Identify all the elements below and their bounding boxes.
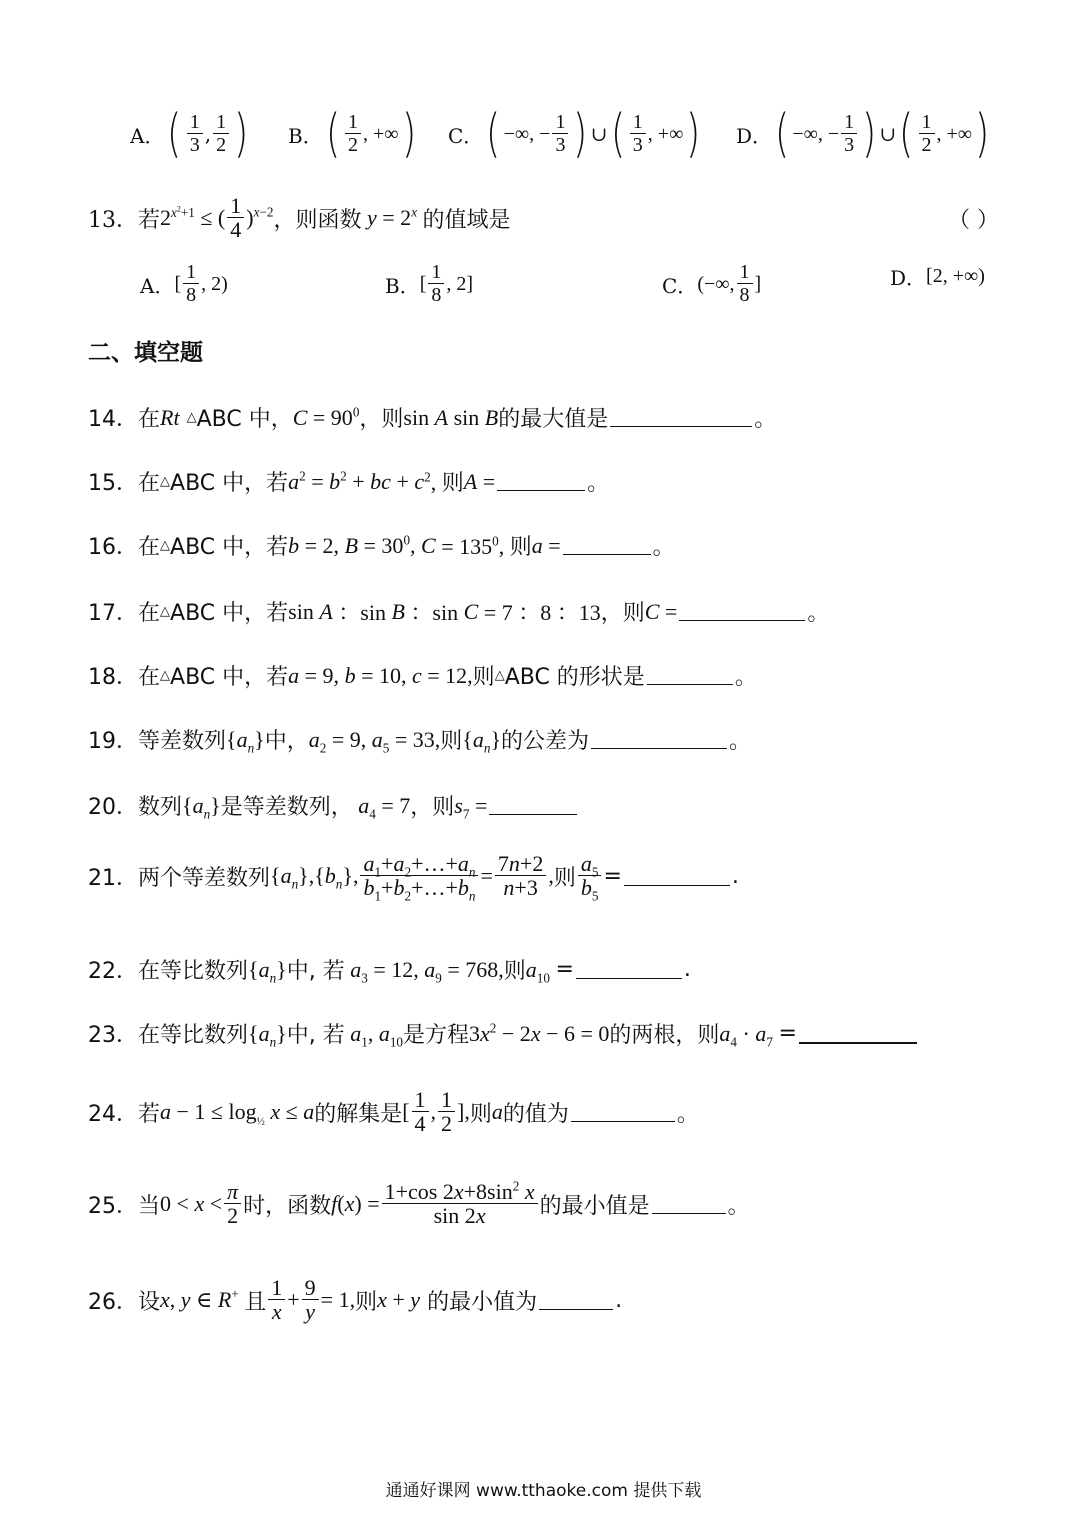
question-number: 16． bbox=[88, 535, 138, 560]
question-text: ABC 的形状是 bbox=[504, 665, 645, 690]
answer-blank[interactable] bbox=[610, 408, 752, 427]
fraction: $\frac{1}{3}$ bbox=[552, 112, 568, 156]
question-number: 14． bbox=[88, 407, 138, 432]
q13-options bbox=[130, 262, 1030, 312]
fraction: $\frac{1}{4}$ bbox=[227, 194, 244, 242]
question-23: 23． 在等比数列 { $a_n$ } 中, 若 a $_1$, a $_{10}$ 是方程 3 x $^2$ − 2 x − 6 = 0 的两根，则 a $_4$ · a $_7$ = bbox=[88, 1018, 919, 1049]
question-text: 的值为 bbox=[502, 1101, 569, 1127]
question-text: 则 bbox=[503, 959, 526, 984]
fraction: $\frac{7n+2}{n+3}$ bbox=[495, 852, 546, 900]
question-17: 17． 在 △ ABC 中，若 sin A ：sin B ：sin C = 7 ：8 ：13 ，则 C = 。 bbox=[88, 596, 829, 627]
question-19: 19． 等差数列 { $a_n$ } 中， a $_2$ = 9, a $_5$ = 33, 则 { $a_n$ } 的公差为 。 bbox=[88, 724, 751, 755]
question-text: 。 bbox=[652, 535, 675, 560]
question-text: ，则函数 bbox=[273, 207, 362, 233]
fraction: $\frac{1}{3}$ bbox=[187, 112, 203, 156]
option-label: C． bbox=[448, 123, 484, 148]
fraction: $\frac{1}{2}$ bbox=[213, 112, 229, 156]
question-text: ABC 中，若 bbox=[170, 665, 289, 690]
question-text: 是等差数列， bbox=[220, 795, 353, 820]
question-number: 15． bbox=[88, 471, 138, 496]
option-label: B． bbox=[288, 123, 323, 148]
fraction: $\frac{1}{x}$ bbox=[268, 1276, 285, 1324]
question-text: 则 bbox=[355, 1289, 378, 1315]
answer-blank[interactable] bbox=[652, 1195, 726, 1214]
fraction: $\frac{1}{3}$ bbox=[841, 112, 857, 156]
question-21: 21． 两个等差数列 { $a_n$ },{ $b_n$ }, $\frac{a_1+a_2+\dots+a_n}{b_1+b_2+\dots+b_n}$ = $\frac{7n+2}{n+3}$ , 则 $\frac{a_5}{b_5}$ = . bbox=[88, 851, 739, 904]
question-text: 中, 若 bbox=[286, 1023, 345, 1048]
question-text: ，则 bbox=[410, 795, 455, 820]
question-text: 在 bbox=[138, 665, 161, 690]
question-number: 24． bbox=[88, 1101, 138, 1127]
question-text: 的解集是 bbox=[314, 1101, 403, 1127]
answer-blank[interactable] bbox=[497, 472, 585, 491]
question-22: 22． 在等比数列 { $a_n$ } 中, 若 a $_3$ = 12, a $_9$ = 768, 则 a $_{10}$ = . bbox=[88, 954, 691, 985]
answer-blank[interactable] bbox=[571, 1103, 675, 1122]
question-text: ABC 中，若 bbox=[170, 471, 289, 496]
question-text: 中， bbox=[264, 729, 309, 754]
answer-blank[interactable] bbox=[539, 1291, 613, 1310]
question-text: 则 bbox=[553, 865, 576, 891]
question-text: 的最小值为 bbox=[427, 1289, 538, 1315]
question-text: 。 bbox=[807, 601, 830, 626]
question-text: 且 bbox=[244, 1289, 267, 1315]
question-text: = bbox=[603, 863, 622, 889]
q12-option-d: D． ( −∞, − $\frac{1}{3}$ ) ∪ ( $\frac{1}{2}$ , +∞ ) bbox=[736, 104, 990, 164]
question-text: 中, 若 bbox=[286, 959, 345, 984]
q12-option-b: B． ( $\frac{1}{2}$ , +∞ ) bbox=[288, 104, 416, 164]
question-text: . bbox=[731, 863, 739, 889]
fraction: $\frac{1}{8}$ bbox=[428, 262, 444, 306]
fraction: $\frac{a_5}{b_5}$ bbox=[578, 852, 602, 900]
question-number: 23． bbox=[88, 1023, 138, 1048]
question-text: 在 bbox=[138, 407, 161, 432]
question-text: 则 bbox=[472, 665, 495, 690]
section-title: 二、填空题 bbox=[88, 340, 203, 366]
question-number: 17． bbox=[88, 601, 138, 626]
question-20: 20． 数列 { $a_n$ } 是等差数列， a $_4$ = 7 ，则 s $_7$ = bbox=[88, 790, 579, 821]
question-text: ABC 中，若 bbox=[170, 535, 289, 560]
question-text: 等差数列 bbox=[138, 729, 227, 754]
question-text: 时，函数 bbox=[243, 1193, 332, 1219]
question-text: 在 bbox=[138, 535, 161, 560]
option-label: A． bbox=[140, 273, 175, 298]
fraction: $\frac{1}{2}$ bbox=[919, 112, 935, 156]
question-text: ABC 中，若 bbox=[170, 601, 289, 626]
page-footer[interactable]: 通通好课网 www.tthaoke.com 提供下载 bbox=[385, 1481, 702, 1501]
q13-option-c: C． (−∞, $\frac{1}{8}$ ] bbox=[662, 261, 762, 306]
option-label: D． bbox=[890, 266, 927, 290]
question-number: 25． bbox=[88, 1193, 138, 1219]
question-18: 18． 在 △ ABC 中，若 a = 9, b = 10, c = 12, 则 △ ABC 的形状是 。 bbox=[88, 660, 757, 691]
question-text: 若 bbox=[138, 207, 161, 233]
q12-option-a: A． ( $\frac{1}{3}$ , $\frac{1}{2}$ ) bbox=[130, 104, 249, 164]
question-text: 。 bbox=[727, 1193, 750, 1219]
question-16: 16． 在 △ ABC 中，若 b = 2, B = $30^0$, C = $135^0$, 则 a = 。 bbox=[88, 530, 675, 561]
fraction: $\frac{1}{4}$ bbox=[412, 1088, 429, 1136]
question-text: 的最小值是 bbox=[539, 1193, 650, 1219]
answer-blank[interactable] bbox=[799, 1024, 917, 1044]
question-text: 的值域是 bbox=[422, 207, 511, 233]
answer-blank[interactable] bbox=[647, 666, 733, 685]
question-15: 15． 在 △ ABC 中，若 a $^2$ = b $^2$ + bc + c $^2$, 则 A = 。 bbox=[88, 466, 609, 497]
answer-blank[interactable] bbox=[563, 536, 651, 555]
option-label: C． bbox=[662, 273, 698, 298]
question-25: 25． 当 0 < x < $\frac{\pi}{2}$ 时，函数 f ( x ) = $\frac{1+\cos 2x+8\sin^2 x}{\sin 2x}$ 的最小值是 。 bbox=[88, 1178, 750, 1229]
question-14: 14． 在 Rt △ ABC 中， C = $90^0$ ，则 sin A sin B 的最大值是 。 bbox=[88, 402, 776, 433]
fraction: $\frac{9}{y}$ bbox=[302, 1276, 319, 1324]
q12-option-c: C． ( −∞, − $\frac{1}{3}$ ) ∪ ( $\frac{1}{3}$ , +∞ ) bbox=[448, 104, 701, 164]
fraction: $\frac{\pi}{2}$ bbox=[224, 1180, 241, 1228]
fraction: $\frac{1+\cos 2x+8\sin^2 x}{\sin 2x}$ bbox=[382, 1180, 538, 1228]
question-text: = bbox=[555, 957, 574, 982]
question-number: 13． bbox=[88, 207, 138, 233]
question-text: 的两根，则 bbox=[609, 1023, 720, 1048]
question-number: 20． bbox=[88, 795, 138, 820]
question-text: 在等比数列 bbox=[138, 1023, 249, 1048]
question-text: 。 bbox=[754, 407, 777, 432]
question-text: . bbox=[683, 957, 691, 982]
question-text: 当 bbox=[138, 1193, 161, 1219]
question-text: ，则 bbox=[600, 601, 645, 626]
option-label: B． bbox=[385, 273, 420, 298]
question-text: 。 bbox=[729, 729, 752, 754]
question-text: 在等比数列 bbox=[138, 959, 249, 984]
fraction: $\frac{1}{2}$ bbox=[345, 112, 361, 156]
question-number: 22． bbox=[88, 959, 138, 984]
question-text: ABC 中， bbox=[196, 407, 293, 432]
question-text: 。 bbox=[587, 471, 610, 496]
question-text: 若 bbox=[138, 1101, 161, 1127]
question-text: 数列 bbox=[138, 795, 183, 820]
option-label: D． bbox=[736, 123, 773, 148]
question-text: 在 bbox=[138, 471, 161, 496]
question-13: 13． 若 $2^{x^2+1}$ ≤ ( $\frac{1}{4}$ )$^{x-2}$ ，则函数 y = $2^x$ 的值域是 （ ） bbox=[88, 193, 999, 243]
question-24: 24． 若 a − $1 \le \log_{\frac{1}{2}}$ x ≤ a 的解集是 [ $\frac{1}{4}$ , $\frac{1}{2}$ ], 则 a 的值为 。 bbox=[88, 1087, 699, 1137]
answer-blank[interactable] bbox=[679, 602, 805, 621]
question-text: 在 bbox=[138, 601, 161, 626]
answer-blank[interactable] bbox=[576, 960, 682, 979]
question-text: 则 bbox=[469, 1101, 492, 1127]
fraction: $\frac{a_1+a_2+\dots+a_n}{b_1+b_2+\dots+b_n}$ bbox=[360, 852, 478, 900]
question-text: ，则 bbox=[359, 407, 404, 432]
question-number: 18． bbox=[88, 665, 138, 690]
question-text: 的最大值是 bbox=[498, 407, 609, 432]
question-number: 21． bbox=[88, 865, 138, 891]
question-number: 26． bbox=[88, 1289, 138, 1315]
option-label: A． bbox=[130, 123, 165, 148]
answer-paren: （ ） bbox=[948, 207, 999, 233]
question-text: 两个等差数列 bbox=[138, 865, 271, 891]
question-number: 19． bbox=[88, 729, 138, 754]
question-text: 。 bbox=[676, 1101, 699, 1127]
fraction: $\frac{1}{8}$ bbox=[183, 262, 199, 306]
question-text: 则 bbox=[440, 729, 463, 754]
fraction: $\frac{1}{8}$ bbox=[737, 262, 753, 306]
question-text: = bbox=[778, 1021, 797, 1046]
question-text: 。 bbox=[734, 665, 757, 690]
answer-blank[interactable] bbox=[624, 867, 730, 886]
fraction: $\frac{1}{3}$ bbox=[630, 112, 646, 156]
answer-blank[interactable] bbox=[489, 796, 577, 815]
question-26: 26． 设 x , y ∈ R + 且 $\frac{1}{x}$ + $\frac{9}{y}$ = 1, 则 x + y 的最小值为 . bbox=[88, 1275, 623, 1325]
q13-option-d: D． [2, +∞) bbox=[890, 262, 985, 291]
question-text: . bbox=[615, 1287, 623, 1313]
q13-option-a: A． [ $\frac{1}{8}$ , 2) bbox=[140, 261, 228, 306]
q12-options bbox=[130, 104, 1030, 172]
q13-option-b: B． [ $\frac{1}{8}$ , 2] bbox=[385, 261, 474, 306]
question-text: 是方程 bbox=[403, 1023, 470, 1048]
question-text: 的公差为 bbox=[501, 729, 590, 754]
question-text: 设 bbox=[138, 1289, 161, 1315]
fraction: $\frac{1}{2}$ bbox=[438, 1088, 455, 1136]
answer-blank[interactable] bbox=[591, 730, 727, 749]
